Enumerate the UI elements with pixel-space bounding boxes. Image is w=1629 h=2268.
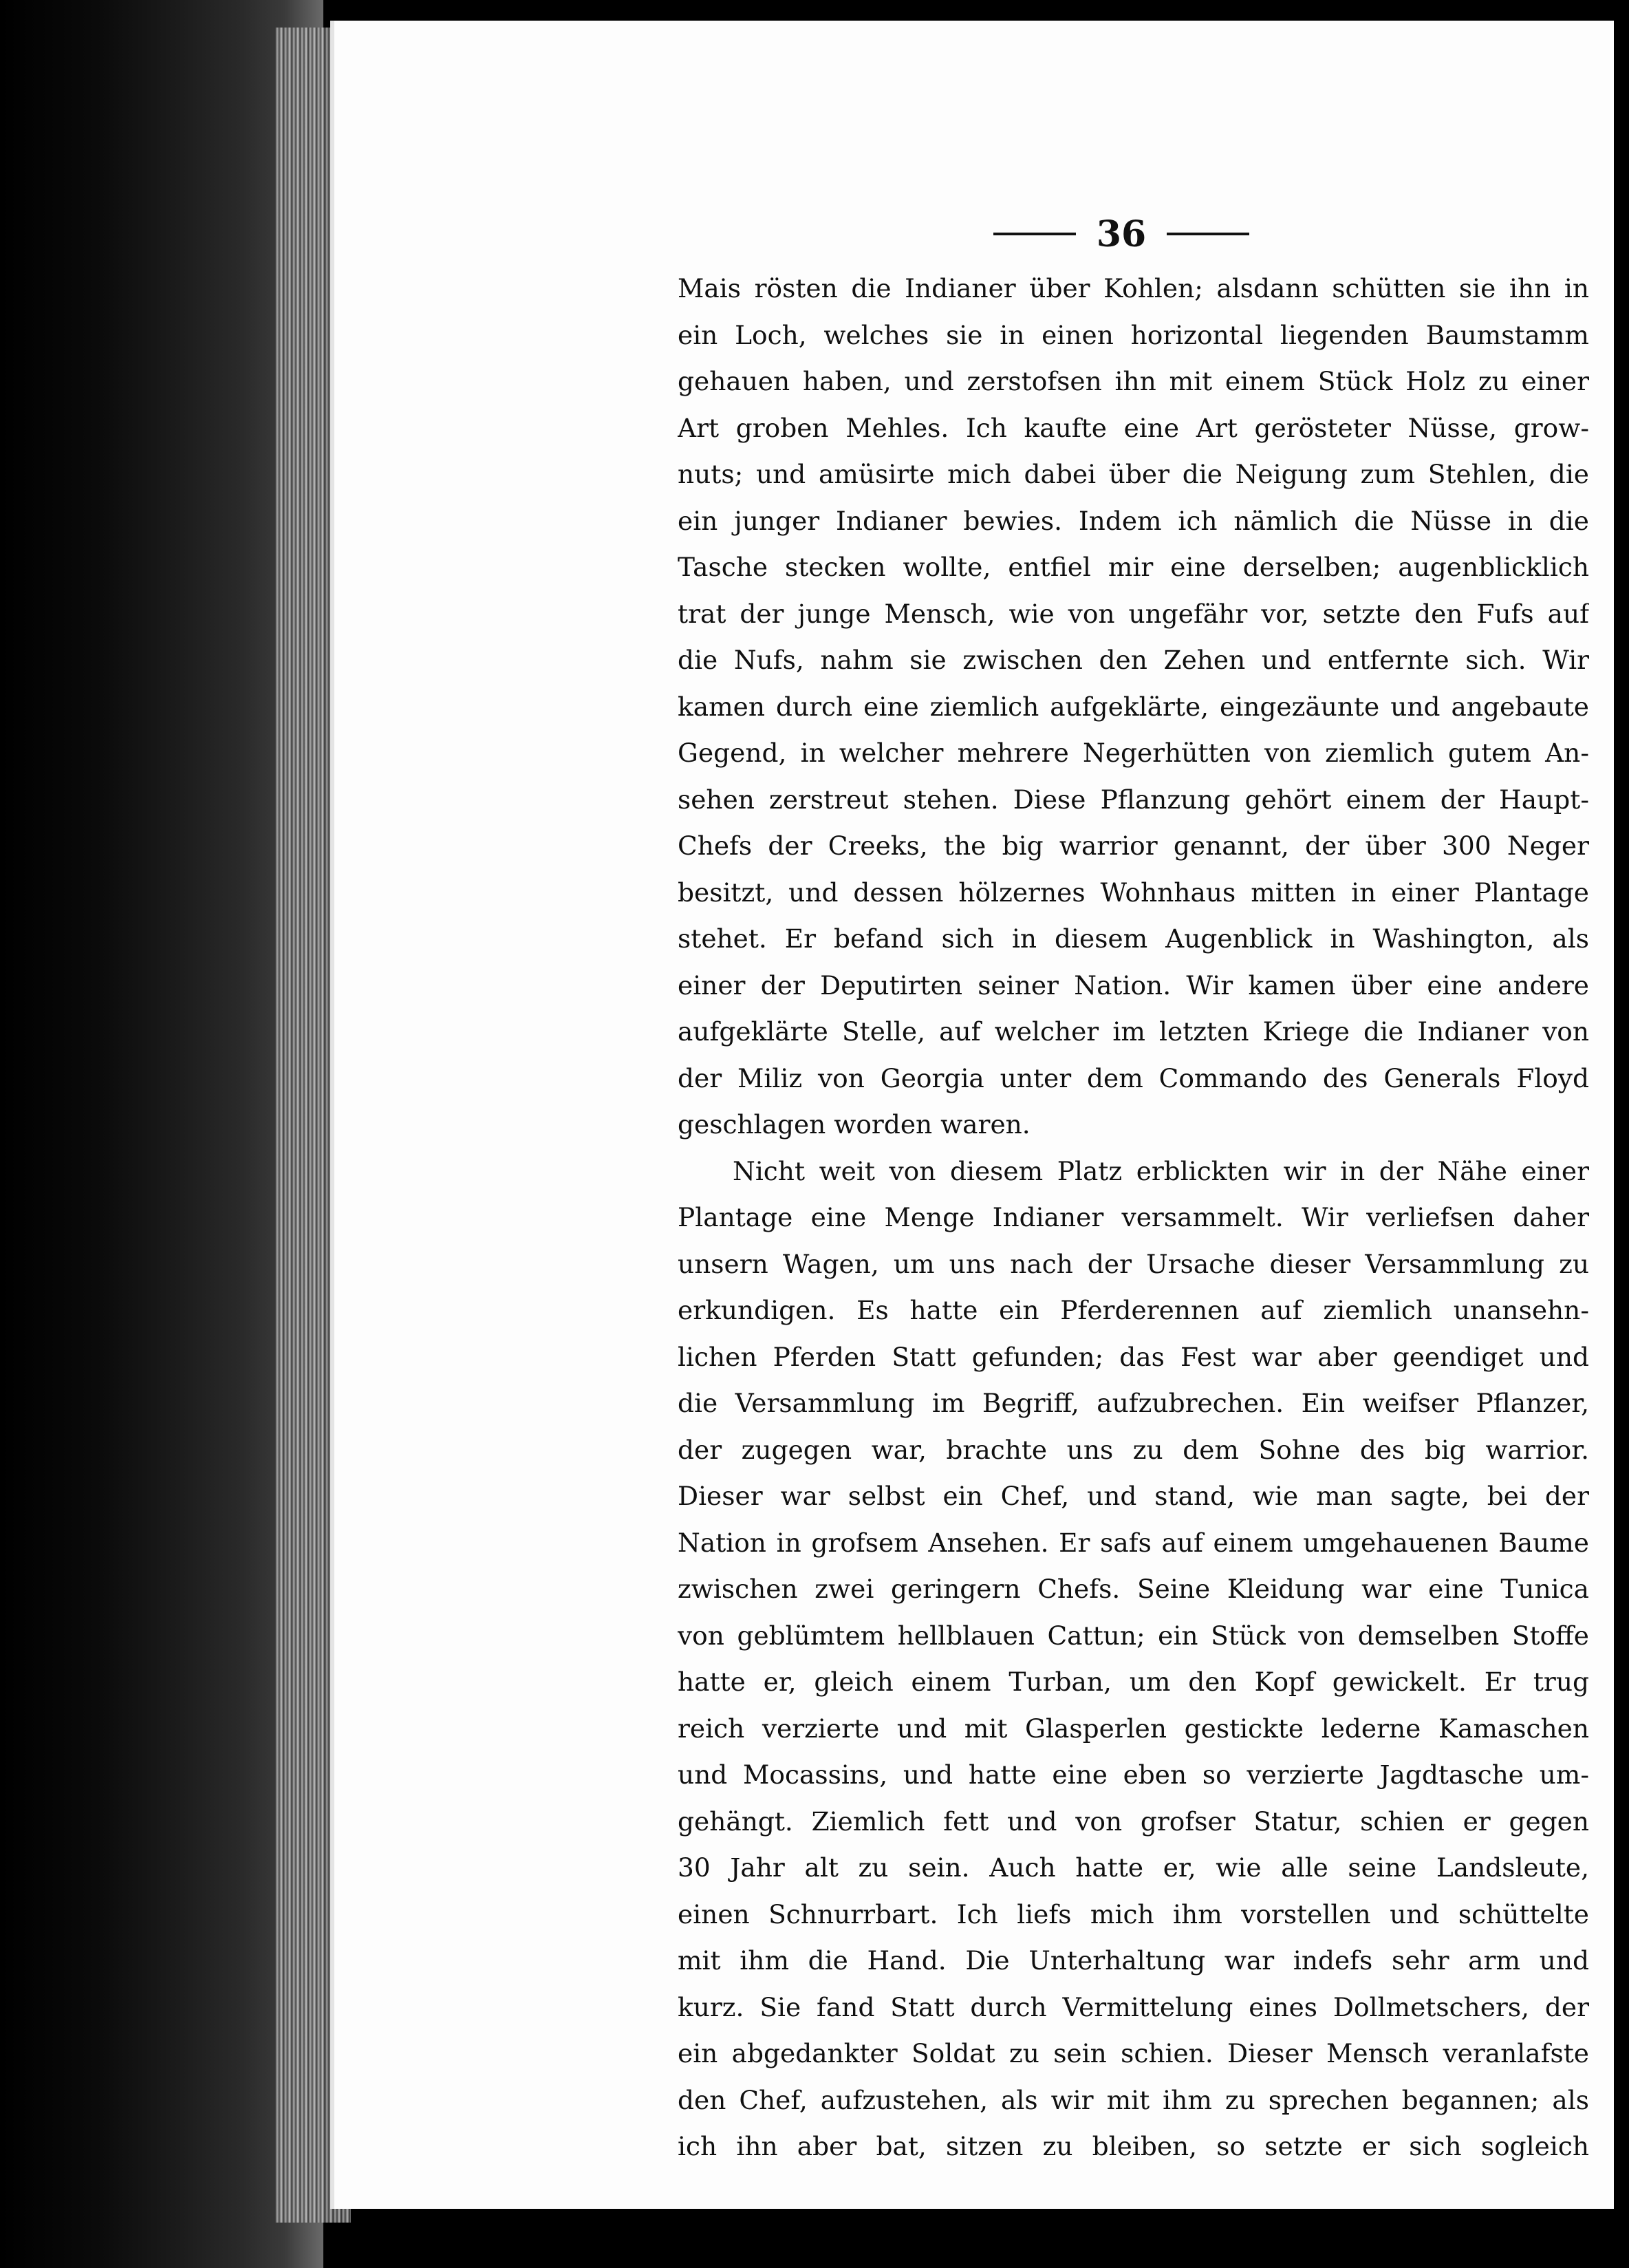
text-line: Chefs der Creeks, the big warrior genannt, der über 300 Neger [678,831,1589,861]
text-line: der Miliz von Georgia unter dem Commando des Generals Floyd [678,1062,1589,1093]
text-line: und Mocassins, und hatte eine eben so verzierte Jagdtasche um- [678,1759,1589,1790]
text-line: die Nufs, nahm sie zwischen den Zehen und entfernte sich. Wir [678,645,1589,675]
page-number: 36 [1096,213,1147,255]
text-line: ich ihn aber bat, sitzen zu bleiben, so setzte er sich sogleich [678,2131,1589,2161]
header-rule-right [1167,233,1249,235]
text-line: Mais rösten die Indianer über Kohlen; alsdann schütten sie ihn in [678,273,1589,303]
text-line: von geblümtem hellblauen Cattun; ein Stück von demselben Stoffe [678,1620,1589,1651]
text-line: Art groben Mehles. Ich kaufte eine Art gerösteter Nüsse, grow- [678,412,1589,443]
text-line: einer der Deputirten seiner Nation. Wir kamen über eine andere [678,970,1589,1001]
text-line: geschlagen worden waren. [678,1109,1031,1140]
text-line: ein abgedankter Soldat zu sein schien. Dieser Mensch veranlafste [678,2038,1589,2068]
text-line: stehet. Er befand sich in diesem Augenblick in Washington, als [678,923,1589,954]
text-line: Nation in grofsem Ansehen. Er safs auf einem umgehauenen Baume [678,1527,1589,1558]
text-line: lichen Pferden Statt gefunden; das Fest war aber geendiget und [678,1341,1589,1372]
text-line: der zugegen war, brachte uns zu dem Sohne des big warrior. [678,1434,1589,1465]
text-line: Plantage eine Menge Indianer versammelt. Wir verliefsen daher [678,1202,1589,1232]
text-line: aufgeklärte Stelle, auf welcher im letzten Kriege die Indianer von [678,1016,1589,1047]
text-line: mit ihm die Hand. Die Unterhaltung war indefs sehr arm und [678,1945,1589,1976]
text-line: einen Schnurrbart. Ich liefs mich ihm vorstellen und schüttelte [678,1898,1589,1929]
text-line: ein Loch, welches sie in einen horizontal liegenden Baumstamm [678,319,1589,350]
text-line: gehängt. Ziemlich fett und von grofser Statur, schien er gegen [678,1806,1589,1837]
text-line: trat der junge Mensch, wie von ungefähr vor, setzte den Fufs auf [678,598,1589,629]
text-line: die Versammlung im Begriff, aufzubrechen. Ein weifser Pflanzer, [678,1388,1589,1418]
body-text [678,266,1589,2170]
text-line: unsern Wagen, um uns nach der Ursache dieser Versammlung zu [678,1248,1589,1279]
text-line: Dieser war selbst ein Chef, und stand, wie man sagte, bei der [678,1481,1589,1511]
text-line: reich verzierte und mit Glasperlen gestickte lederne Kamaschen [678,1713,1589,1744]
text-line: Tasche stecken wollte, entfiel mir eine derselben; augenblicklich [678,552,1589,582]
text-line: kurz. Sie fand Statt durch Vermittelung eines Dollmetschers, der [678,1991,1589,2022]
text-line: kamen durch eine ziemlich aufgeklärte, eingezäunte und angebaute [678,691,1589,722]
text-line: erkundigen. Es hatte ein Pferderennen auf ziemlich unansehn- [678,1295,1589,1325]
text-line: Nicht weit von diesem Platz erblickten wir in der Nähe einer [733,1155,1589,1186]
text-line: Gegend, in welcher mehrere Negerhütten von ziemlich gutem An- [678,738,1589,768]
page-header [977,206,1266,261]
text-line: nuts; und amüsirte mich dabei über die Neigung zum Stehlen, die [678,459,1589,489]
text-line: besitzt, und dessen hölzernes Wohnhaus mitten in einer Plantage [678,877,1589,908]
text-line: hatte er, gleich einem Turban, um den Kopf gewickelt. Er trug [678,1667,1589,1697]
scan-border [1614,0,1629,2268]
text-line: gehauen haben, und zerstofsen ihn mit einem Stück Holz zu einer [678,366,1589,396]
text-line: ein junger Indianer bewies. Indem ich nämlich die Nüsse in die [678,505,1589,536]
text-line: den Chef, aufzustehen, als wir mit ihm zu sprechen begannen; als [678,2084,1589,2115]
text-line: zwischen zwei geringern Chefs. Seine Kleidung war eine Tunica [678,1574,1589,1604]
text-line: 30 Jahr alt zu sein. Auch hatte er, wie alle seine Landsleute, [678,1852,1589,1883]
header-rule-left [993,233,1076,235]
text-line: sehen zerstreut stehen. Diese Pflanzung gehört einem der Haupt- [678,784,1589,815]
